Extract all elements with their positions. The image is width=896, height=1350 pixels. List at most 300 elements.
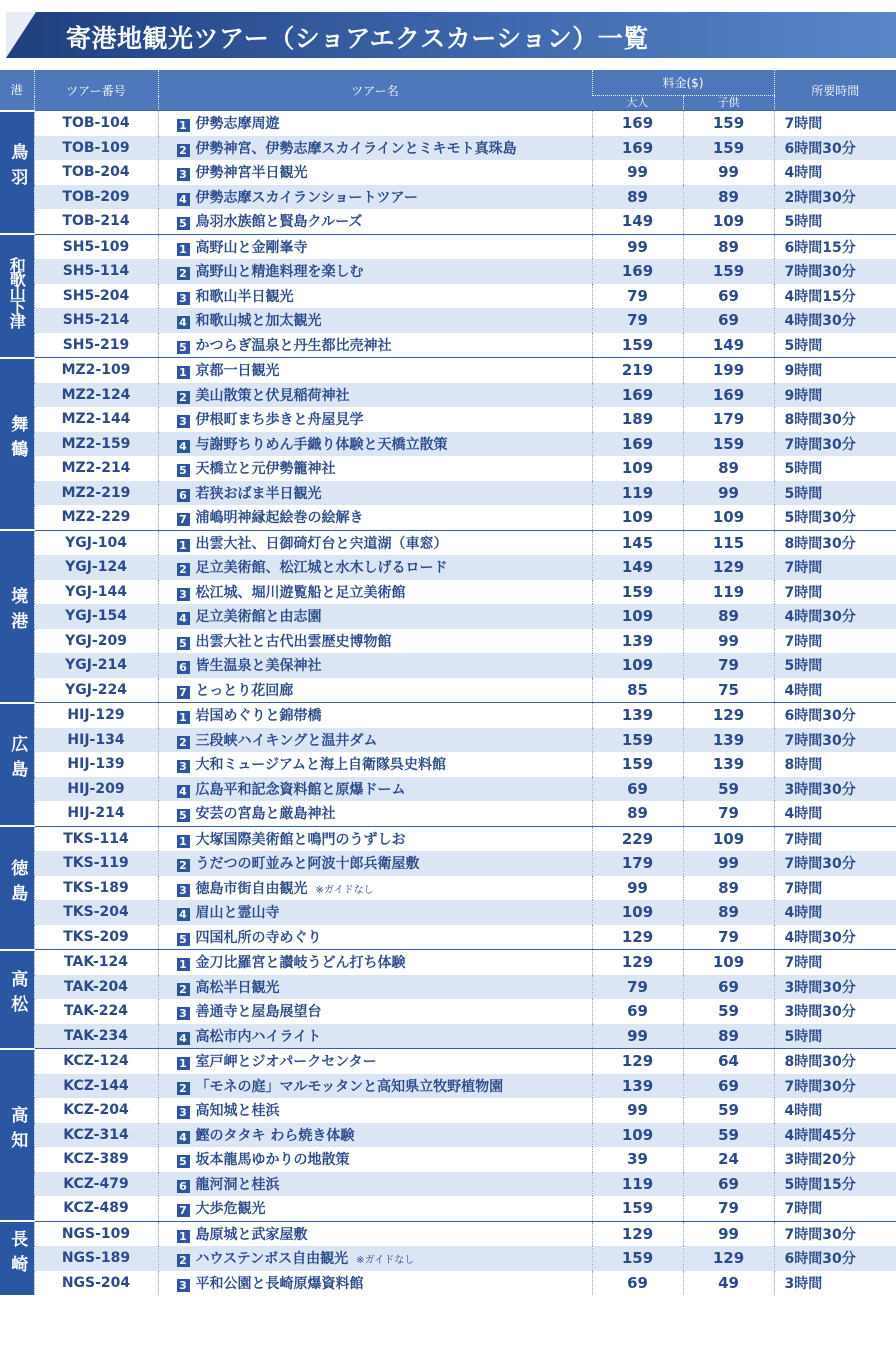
tour-number-badge: 1 [177,243,190,256]
tour-name-cell [158,999,592,1024]
port-label: 舞鶴 [0,358,34,531]
price-child: 199 [683,358,774,383]
tour-name: 鳥羽水族館と賢島クルーズ [195,214,363,231]
tour-code: KCZ-314 [34,1123,158,1148]
price-adult: 69 [592,777,683,802]
price-child: 159 [683,259,774,284]
price-child: 69 [683,975,774,1000]
tour-number-badge: 6 [177,489,190,502]
tour-number-badge: 3 [177,1007,190,1020]
table-row [0,1024,896,1049]
tour-number-badge: 3 [177,415,190,428]
price-child: 59 [683,999,774,1024]
port-label: 境港 [0,530,34,703]
port-label: 徳島 [0,826,34,950]
price-child: 159 [683,111,774,136]
table-row [0,580,896,605]
price-child: 109 [683,505,774,530]
tour-name: うだつの町並みと阿波十郎兵衛屋敷 [195,856,420,873]
table-row [0,1049,896,1074]
tour-name-cell [158,1147,592,1172]
table-row [0,728,896,753]
price-child: 129 [683,555,774,580]
tour-number-badge: 4 [177,785,190,798]
price-adult: 149 [592,209,683,234]
tour-number-badge: 4 [177,908,190,921]
price-adult: 169 [592,432,683,457]
table-row [0,1172,896,1197]
tour-number-badge: 5 [177,1155,190,1168]
tour-name-cell [158,185,592,210]
price-child: 129 [683,703,774,728]
price-child: 59 [683,1098,774,1123]
price-adult: 79 [592,308,683,333]
price-child: 139 [683,752,774,777]
tour-name-cell [158,383,592,408]
duration: 7時間30分 [774,1221,896,1246]
table-row [0,481,896,506]
tour-name: 岩国めぐりと錦帯橋 [195,708,322,725]
tour-code: YGJ-224 [34,678,158,703]
duration: 7時間 [774,111,896,136]
tour-name-cell [158,358,592,383]
tour-name-cell [158,505,592,530]
duration: 4時間 [774,678,896,703]
tour-name: 善通寺と屋島展望台 [195,1004,322,1021]
duration: 5時間 [774,481,896,506]
tour-name-cell [158,259,592,284]
tour-number-badge: 1 [177,539,190,552]
tour-name: 室戸岬とジオパークセンター [195,1054,377,1071]
table-row [0,383,896,408]
duration: 7時間 [774,876,896,901]
tour-code: KCZ-124 [34,1049,158,1074]
price-adult: 139 [592,703,683,728]
tour-number-badge: 1 [177,366,190,379]
table-row [0,703,896,728]
duration: 5時間 [774,209,896,234]
tour-name: 大塚国際美術館と鳴門のうずしお [195,831,406,848]
duration: 3時間20分 [774,1147,896,1172]
duration: 5時間30分 [774,505,896,530]
tour-name-cell [158,1024,592,1049]
price-adult: 109 [592,1123,683,1148]
price-child: 99 [683,851,774,876]
price-child: 59 [683,1123,774,1148]
price-child: 69 [683,284,774,309]
tour-number-badge: 7 [177,686,190,699]
price-adult: 219 [592,358,683,383]
header-port: 港 [0,70,34,111]
table-row [0,185,896,210]
tour-name: 平和公園と長崎原爆資料館 [195,1275,364,1292]
table-row [0,1246,896,1271]
price-adult: 189 [592,407,683,432]
table-row [0,358,896,383]
tour-number-badge: 1 [177,1057,190,1070]
duration: 6時間30分 [774,703,896,728]
tour-name: 伊勢神宮半日観光 [195,165,308,182]
price-adult: 129 [592,1049,683,1074]
price-adult: 129 [592,1221,683,1246]
duration: 4時間30分 [774,604,896,629]
tour-code: SH5-219 [34,333,158,358]
tour-name: 和歌山城と加太観光 [195,313,322,330]
tour-name-cell [158,653,592,678]
price-child: 89 [683,876,774,901]
duration: 4時間 [774,1098,896,1123]
tour-code: TAK-204 [34,975,158,1000]
tour-name-cell [158,530,592,555]
duration: 7時間 [774,826,896,851]
table-row [0,1196,896,1221]
tour-number-badge: 7 [177,513,190,526]
tour-name-cell [158,284,592,309]
tour-name-cell [158,333,592,358]
tour-code: KCZ-389 [34,1147,158,1172]
price-child: 99 [683,481,774,506]
price-child: 59 [683,777,774,802]
price-adult: 129 [592,950,683,975]
price-adult: 99 [592,1024,683,1049]
duration: 5時間 [774,333,896,358]
table-row [0,1147,896,1172]
tour-name-cell [158,629,592,654]
duration: 8時間30分 [774,530,896,555]
tour-name: 伊勢志摩周遊 [195,116,280,133]
table-row [0,629,896,654]
tour-code: TAK-224 [34,999,158,1024]
duration: 3時間30分 [774,999,896,1024]
price-child: 79 [683,1196,774,1221]
price-adult: 85 [592,678,683,703]
tour-number-badge: 1 [177,958,190,971]
duration: 7時間 [774,950,896,975]
table-row [0,678,896,703]
table-body [0,111,896,1296]
tour-code: MZ2-124 [34,383,158,408]
table-row [0,851,896,876]
tour-code: TKS-114 [34,826,158,851]
tour-name-cell [158,308,592,333]
tour-name-cell [158,826,592,851]
price-child: 89 [683,1024,774,1049]
duration: 7時間30分 [774,1074,896,1099]
price-child: 99 [683,160,774,185]
tour-name: 三段峡ハイキングと温井ダム [195,732,378,749]
port-label: 鳥羽 [0,111,34,235]
tour-name-cell [158,1074,592,1099]
duration: 4時間 [774,900,896,925]
tour-name: 出雲大社、日御碕灯台と宍道湖（車窓） [195,535,448,552]
tour-name: 天橋立と元伊勢籠神社 [195,461,336,478]
price-adult: 145 [592,530,683,555]
price-child: 129 [683,1246,774,1271]
tour-name: 「モネの庭」マルモッタンと高知県立牧野植物園 [195,1078,504,1095]
tour-name-cell [158,876,592,901]
tour-code: YGJ-104 [34,530,158,555]
table-row [0,308,896,333]
tour-name-cell [158,456,592,481]
tour-name-cell [158,777,592,802]
price-child: 89 [683,185,774,210]
table-row [0,801,896,826]
table-row [0,975,896,1000]
table-row [0,653,896,678]
table-row [0,752,896,777]
tour-number-badge: 1 [177,835,190,848]
duration: 8時間30分 [774,1049,896,1074]
price-child: 49 [683,1271,774,1296]
tour-name-cell [158,950,592,975]
price-child: 89 [683,234,774,259]
tour-name: 高松半日観光 [195,979,280,996]
tour-number-badge: 6 [177,661,190,674]
price-child: 109 [683,826,774,851]
tour-number-badge: 2 [177,391,190,404]
tour-name: とっとり花回廊 [195,682,294,699]
tour-name-cell [158,703,592,728]
price-adult: 159 [592,752,683,777]
tour-code: MZ2-229 [34,505,158,530]
tour-number-badge: 5 [177,217,190,230]
price-child: 75 [683,678,774,703]
tour-name-cell [158,160,592,185]
tour-name-cell [158,801,592,826]
tour-name-cell [158,900,592,925]
tour-name: 坂本龍馬ゆかりの地散策 [195,1152,350,1169]
price-adult: 39 [592,1147,683,1172]
tour-name: 広島平和記念資料館と原爆ドーム [195,781,406,798]
tour-name-cell [158,1221,592,1246]
price-adult: 139 [592,629,683,654]
tour-code: YGJ-154 [34,604,158,629]
table-row [0,160,896,185]
tour-code: NGS-189 [34,1246,158,1271]
tour-name-cell [158,1172,592,1197]
tour-number-badge: 6 [177,1180,190,1193]
duration: 3時間30分 [774,975,896,1000]
duration: 4時間15分 [774,284,896,309]
tour-name-cell [158,234,592,259]
tour-number-badge: 4 [177,612,190,625]
table-row [0,604,896,629]
tour-code: TAK-234 [34,1024,158,1049]
price-adult: 159 [592,580,683,605]
duration: 9時間 [774,358,896,383]
duration: 5時間 [774,1024,896,1049]
tour-number-badge: 1 [177,1230,190,1243]
tour-name: 大和ミュージアムと海上自衛隊呉史料館 [195,757,446,774]
tour-name: 足立美術館、松江城と水木しげるロード [195,560,448,577]
price-adult: 99 [592,876,683,901]
tour-number-badge: 3 [177,884,190,897]
tour-name: 美山散策と伏見稲荷神社 [195,387,350,404]
port-label: 高松 [0,950,34,1049]
tour-name: 徳島市街自由観光 [195,880,308,897]
price-child: 79 [683,925,774,950]
tour-name: 与謝野ちりめん手織り体験と天橋立散策 [195,436,448,453]
table-row [0,136,896,161]
tour-name: 伊勢神宮、伊勢志摩スカイラインとミキモト真珠島 [195,140,517,157]
duration: 3時間30分 [774,777,896,802]
price-adult: 159 [592,728,683,753]
tour-number-badge: 1 [177,119,190,132]
tour-number-badge: 5 [177,933,190,946]
tour-number-badge: 7 [177,1204,190,1217]
tour-name-cell [158,925,592,950]
tour-code: KCZ-489 [34,1196,158,1221]
tour-number-badge: 4 [177,1032,190,1045]
table-row [0,234,896,259]
tour-code: TKS-209 [34,925,158,950]
tour-code: TOB-214 [34,209,158,234]
duration: 8時間 [774,752,896,777]
tour-name-cell [158,678,592,703]
page-title: 寄港地観光ツアー（ショアエクスカーション）一覧 [66,24,649,53]
tour-code: YGJ-209 [34,629,158,654]
tour-code: MZ2-159 [34,432,158,457]
duration: 7時間30分 [774,728,896,753]
price-adult: 109 [592,456,683,481]
tour-code: MZ2-214 [34,456,158,481]
title-corner [6,12,36,58]
price-child: 24 [683,1147,774,1172]
tour-number-badge: 4 [177,316,190,329]
tour-code: TKS-119 [34,851,158,876]
price-adult: 169 [592,111,683,136]
tour-code: YGJ-144 [34,580,158,605]
table-row [0,530,896,555]
header-code: ツアー番号 [34,70,158,111]
tour-code: KCZ-144 [34,1074,158,1099]
price-child: 89 [683,900,774,925]
table-row [0,1098,896,1123]
tour-name: 松江城、堀川遊覧船と足立美術館 [195,584,406,601]
duration: 7時間30分 [774,259,896,284]
tour-name: 四国札所の寺めぐり [195,929,322,946]
tour-number-badge: 5 [177,637,190,650]
tour-name: 足立美術館と由志園 [195,609,322,626]
port-label: 高知 [0,1049,34,1222]
duration: 4時間30分 [774,925,896,950]
price-adult: 99 [592,1098,683,1123]
tour-name-cell [158,555,592,580]
tour-code: TKS-189 [34,876,158,901]
duration: 7時間 [774,555,896,580]
price-child: 109 [683,950,774,975]
tour-number-badge: 5 [177,341,190,354]
duration: 6時間15分 [774,234,896,259]
tour-number-badge: 2 [177,267,190,280]
tour-code: KCZ-204 [34,1098,158,1123]
header-name: ツアー名 [158,70,592,111]
duration: 8時間30分 [774,407,896,432]
table-row [0,826,896,851]
tour-name: 京都一日観光 [195,363,280,380]
tour-name: 眉山と霊山寺 [195,905,280,922]
price-adult: 159 [592,1246,683,1271]
table-row [0,1221,896,1246]
tour-number-badge: 4 [177,1131,190,1144]
tour-name-cell [158,1098,592,1123]
tour-name-cell [158,209,592,234]
price-adult: 89 [592,185,683,210]
tour-code: SH5-204 [34,284,158,309]
price-adult: 169 [592,259,683,284]
price-adult: 99 [592,234,683,259]
price-child: 179 [683,407,774,432]
table-row [0,925,896,950]
price-child: 109 [683,209,774,234]
tour-name: 伊根町まち歩きと舟屋見学 [195,412,364,429]
duration: 2時間30分 [774,185,896,210]
table-row [0,999,896,1024]
tour-number-badge: 2 [177,1254,190,1267]
tour-code: YGJ-214 [34,653,158,678]
tour-code: MZ2-219 [34,481,158,506]
price-adult: 89 [592,801,683,826]
price-adult: 109 [592,604,683,629]
duration: 5時間 [774,456,896,481]
tour-code: TAK-124 [34,950,158,975]
price-child: 119 [683,580,774,605]
table-row [0,111,896,136]
tour-number-badge: 2 [177,563,190,576]
tour-number-badge: 2 [177,1082,190,1095]
tour-name-cell [158,481,592,506]
tour-name: 島原城と武家屋敷 [195,1226,308,1243]
tour-number-badge: 4 [177,440,190,453]
tour-code: TOB-109 [34,136,158,161]
tour-code: MZ2-109 [34,358,158,383]
tour-number-badge: 2 [177,144,190,157]
price-adult: 139 [592,1074,683,1099]
duration: 7時間 [774,1196,896,1221]
tour-code: TOB-104 [34,111,158,136]
table-row [0,284,896,309]
price-adult: 149 [592,555,683,580]
tour-name: 鰹のタタキ わら焼き体験 [195,1127,355,1144]
tour-code: SH5-109 [34,234,158,259]
price-child: 64 [683,1049,774,1074]
duration: 4時間30分 [774,308,896,333]
price-child: 89 [683,604,774,629]
tour-code: HIJ-214 [34,801,158,826]
port-label: 和歌山下津 [0,234,34,358]
tour-name-cell [158,407,592,432]
tour-name: 若狭おばま半日観光 [195,485,322,502]
duration: 7時間 [774,629,896,654]
tour-name-cell [158,1196,592,1221]
table-row [0,900,896,925]
tour-name: 金刀比羅宮と讃岐うどん打ち体験 [195,955,406,972]
price-adult: 109 [592,900,683,925]
price-child: 139 [683,728,774,753]
tour-number-badge: 2 [177,859,190,872]
price-adult: 129 [592,925,683,950]
tour-name: 和歌山半日観光 [195,288,294,305]
table-row [0,505,896,530]
table-header [0,70,896,111]
tour-code: MZ2-144 [34,407,158,432]
tour-name-cell [158,1246,592,1271]
table-row [0,1271,896,1296]
duration: 7時間30分 [774,432,896,457]
price-adult: 229 [592,826,683,851]
price-child: 89 [683,456,774,481]
duration: 7時間 [774,580,896,605]
